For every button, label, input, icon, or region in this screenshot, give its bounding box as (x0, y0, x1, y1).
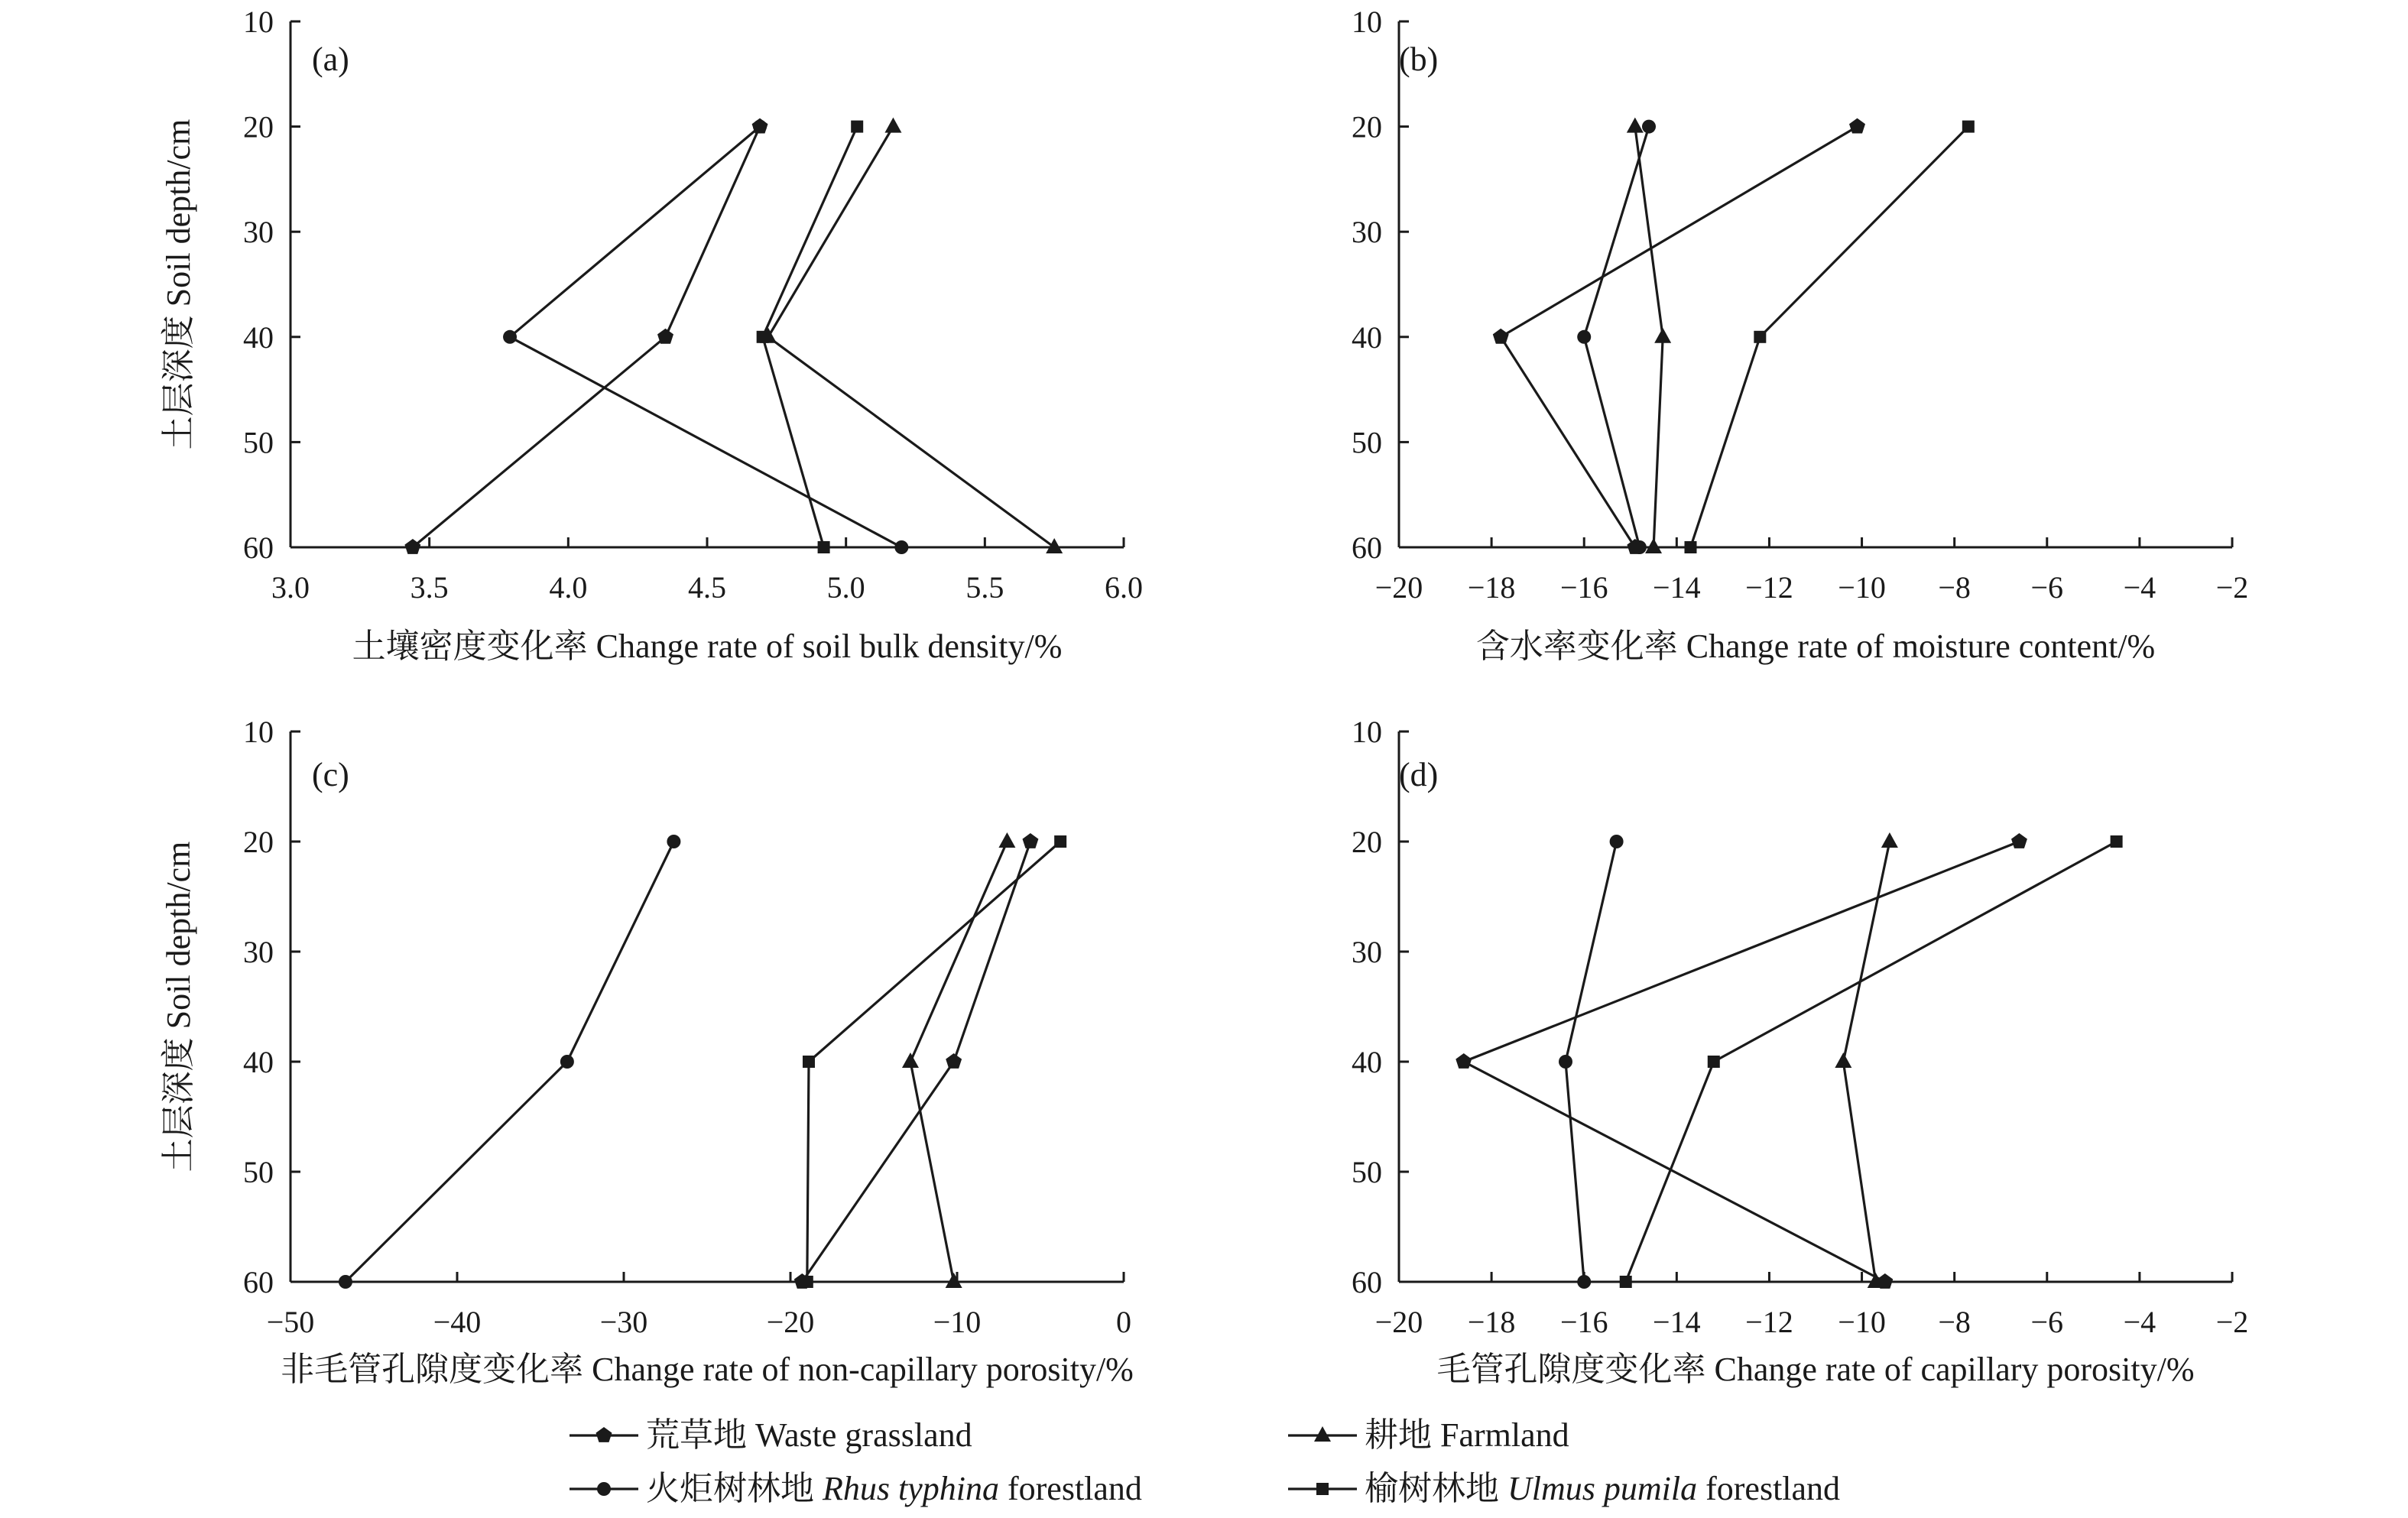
data-point (757, 331, 769, 343)
data-point (1849, 118, 1865, 134)
data-point (902, 1053, 919, 1068)
x-tick-label: −14 (1653, 1305, 1701, 1339)
data-point (894, 540, 908, 554)
x-tick-label: −2 (2215, 570, 2249, 605)
x-axis-title: 含水率变化率 Change rate of moisture content/% (1475, 628, 2156, 665)
data-point (998, 832, 1015, 848)
x-tick-label: −40 (433, 1305, 482, 1339)
y-tick-label: 10 (1352, 5, 1382, 39)
x-tick-label: 3.0 (271, 570, 310, 605)
series-line (1501, 127, 1857, 547)
legend-marker (1314, 1426, 1331, 1442)
x-tick-label: −16 (1559, 570, 1608, 605)
data-point (339, 1275, 352, 1289)
data-point (1577, 1275, 1591, 1289)
x-tick-label: −10 (1838, 1305, 1886, 1339)
y-tick-label: 40 (243, 1045, 274, 1079)
y-tick-label: 50 (1352, 1155, 1382, 1189)
data-point (1627, 118, 1644, 133)
data-point (657, 329, 673, 344)
series-line (1566, 842, 1617, 1282)
x-tick-label: −30 (599, 1305, 648, 1339)
y-tick-label: 20 (243, 109, 274, 144)
data-point (1654, 328, 1671, 343)
data-point (1023, 833, 1039, 848)
x-tick-label: 6.0 (1105, 570, 1143, 605)
legend-item (1288, 1416, 1569, 1454)
series-line (807, 842, 1060, 1282)
series-square (1685, 121, 1975, 553)
legend-marker (1316, 1483, 1329, 1495)
y-tick-label: 10 (243, 5, 274, 39)
data-point (818, 541, 830, 553)
data-point (1054, 835, 1066, 848)
x-tick-label: −16 (1559, 1305, 1608, 1339)
panel-label: (c) (312, 756, 349, 793)
y-tick-label: 60 (1352, 1265, 1382, 1299)
x-tick-label: 4.0 (549, 570, 588, 605)
x-axis-title: 毛管孔隙度变化率 Change rate of capillary porosity/% (1436, 1351, 2195, 1388)
data-point (1645, 538, 1662, 553)
data-point (803, 1056, 815, 1068)
x-tick-label: 5.5 (965, 570, 1004, 605)
y-tick-label: 30 (243, 935, 274, 969)
x-tick-label: −10 (933, 1305, 982, 1339)
y-axis-title: 土层深度 Soil depth/cm (160, 118, 197, 450)
data-point (503, 330, 517, 344)
y-tick-label: 50 (243, 1155, 274, 1189)
y-tick-label: 20 (1352, 825, 1382, 859)
series-line (802, 842, 1030, 1282)
series-line (768, 127, 1054, 547)
series-square (1620, 835, 2123, 1288)
y-tick-label: 20 (1352, 109, 1382, 144)
data-point (1708, 1056, 1720, 1068)
y-tick-label: 40 (1352, 319, 1382, 355)
data-point (1835, 1053, 1851, 1068)
y-tick-label: 10 (243, 715, 274, 749)
legend-label: 榆树林地 Ulmus pumila forestland (1365, 1470, 1841, 1507)
x-tick-label: −14 (1653, 570, 1701, 605)
legend-label: 耕地 Farmland (1365, 1416, 1569, 1454)
x-tick-label: −6 (2030, 570, 2064, 605)
panel-b (1352, 5, 2248, 665)
series-line (763, 127, 857, 547)
y-tick-label: 20 (243, 825, 274, 859)
legend-marker (596, 1427, 612, 1442)
y-tick-label: 60 (243, 530, 274, 565)
series-triangle (1627, 118, 1671, 553)
series-line (1691, 127, 1968, 547)
y-tick-label: 50 (1352, 425, 1382, 460)
data-point (2011, 833, 2027, 848)
x-tick-label: 5.0 (826, 570, 865, 605)
x-tick-label: −2 (2215, 1305, 2249, 1339)
x-tick-label: −20 (1374, 1305, 1423, 1339)
x-tick-label: −8 (1938, 570, 1971, 605)
series-square (801, 835, 1066, 1288)
x-tick-label: −12 (1745, 570, 1793, 605)
series-line (1464, 842, 2020, 1282)
y-tick-label: 40 (243, 319, 274, 355)
x-tick-label: 4.5 (688, 570, 726, 605)
x-tick-label: 3.5 (410, 570, 449, 605)
x-tick-label: −50 (266, 1305, 315, 1339)
series-triangle (1835, 832, 1898, 1288)
data-point (1493, 329, 1509, 344)
series-triangle (760, 118, 1063, 553)
x-axis-title: 非毛管孔隙度变化率 Change rate of non-capillary porosity/% (281, 1351, 1134, 1388)
series-line (510, 127, 901, 547)
series-line (1626, 842, 2117, 1282)
data-point (801, 1276, 813, 1288)
legend-label: 火炬树林地 Rhus typhina forestland (646, 1470, 1142, 1507)
data-point (1610, 835, 1624, 848)
x-tick-label: −6 (2030, 1305, 2064, 1339)
data-point (1962, 121, 1975, 133)
x-tick-label: −12 (1745, 1305, 1793, 1339)
x-tick-label: −4 (2123, 570, 2156, 605)
data-point (1754, 331, 1766, 343)
data-point (1559, 1055, 1572, 1069)
data-point (1577, 330, 1591, 344)
y-tick-label: 40 (1352, 1045, 1382, 1079)
data-point (946, 1053, 962, 1069)
panel-label: (d) (1399, 756, 1439, 793)
series-pentagon (794, 833, 1039, 1289)
data-point (1046, 538, 1063, 553)
x-tick-label: −4 (2123, 1305, 2156, 1339)
chart-panels (160, 5, 2248, 1388)
legend-item (570, 1470, 1142, 1507)
series-pentagon (1456, 833, 2027, 1289)
x-tick-label: 0 (1116, 1305, 1131, 1339)
x-tick-label: −18 (1467, 570, 1516, 605)
series-pentagon (1493, 118, 1865, 554)
panel-d (1352, 715, 2248, 1388)
y-tick-label: 30 (1352, 215, 1382, 250)
data-point (884, 118, 901, 133)
panel-label: (b) (1399, 41, 1439, 78)
series-circle (339, 835, 680, 1289)
data-point (560, 1055, 574, 1069)
x-axis-title: 土壤密度变化率 Change rate of soil bulk density/% (352, 628, 1063, 665)
x-tick-label: −10 (1838, 570, 1886, 605)
legend-item (1288, 1470, 1840, 1507)
data-point (851, 121, 863, 133)
panel-c (160, 715, 1134, 1388)
data-point (1456, 1053, 1472, 1069)
data-point (753, 120, 767, 134)
chart-legend (570, 1416, 1840, 1507)
y-tick-label: 60 (1352, 530, 1382, 565)
y-tick-label: 60 (243, 1265, 274, 1299)
x-tick-label: −20 (1374, 570, 1423, 605)
legend-marker (597, 1482, 611, 1496)
data-point (946, 1273, 962, 1288)
y-tick-label: 30 (1352, 935, 1382, 969)
y-tick-label: 50 (243, 425, 274, 460)
legend-item (570, 1416, 972, 1454)
legend-label: 荒草地 Waste grassland (646, 1416, 972, 1454)
data-point (1685, 541, 1697, 553)
y-tick-label: 30 (243, 215, 274, 250)
series-circle (1577, 120, 1656, 554)
y-axis-title: 土层深度 Soil depth/cm (160, 841, 197, 1173)
series-pentagon (404, 118, 768, 554)
series-line (413, 127, 760, 547)
x-tick-label: −8 (1938, 1305, 1971, 1339)
series-circle (1559, 835, 1624, 1289)
data-point (1642, 120, 1656, 134)
x-tick-label: −18 (1467, 1305, 1516, 1339)
panel-label: (a) (312, 41, 349, 78)
data-point (2111, 835, 2123, 848)
series-circle (503, 120, 908, 554)
data-point (1633, 540, 1647, 554)
series-line (346, 842, 674, 1282)
data-point (667, 835, 680, 848)
panel-a (160, 5, 1143, 665)
y-tick-label: 10 (1352, 715, 1382, 749)
x-tick-label: −20 (766, 1305, 815, 1339)
data-point (1620, 1276, 1632, 1288)
data-point (1881, 832, 1898, 848)
